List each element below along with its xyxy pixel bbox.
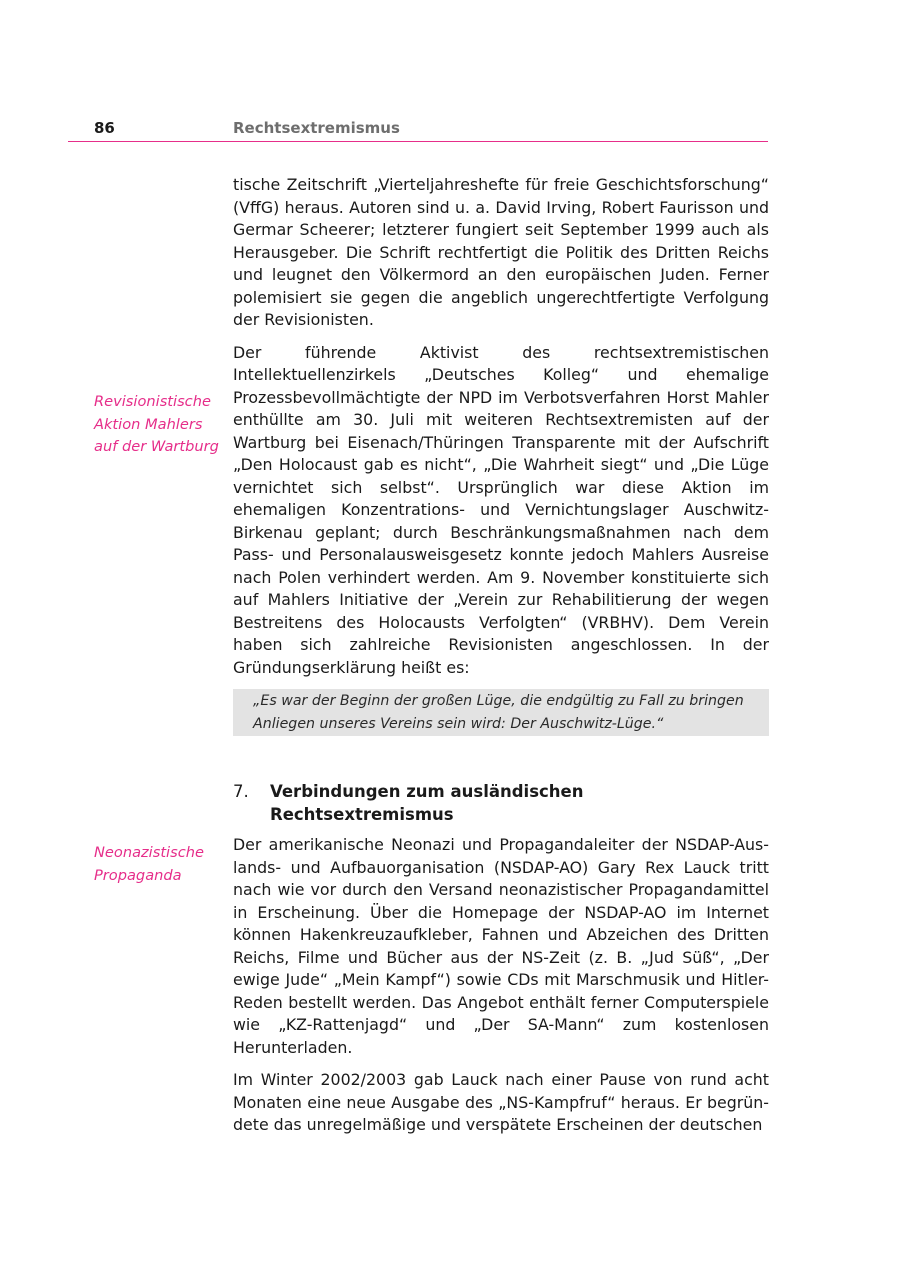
page-header — [68, 117, 768, 142]
margin-note-line: Neonazistische — [94, 844, 204, 861]
section-number: 7. — [233, 782, 249, 801]
body-paragraph: tische Zeitschrift „Vierteljahreshefte für freie Geschichtsforschung“ (VffG) heraus. Autoren sind u. a. David Irving, Robert Faurisson und Germar Scheerer; letzterer fungiert seit September 1999 auch als Herausgeber. Die Schrift rechtfertigt die Politik des Dritten Reichs und leugnet den Völkermord an den europäischen Juden. Ferner polemisiert sie gegen die angeblich ungerechtfertigte Verfolgung der Revisionisten. — [233, 175, 769, 329]
section-heading — [233, 781, 769, 826]
body-paragraph: Der führende Aktivist des rechtsextremistischen Intellektuellenzirkels „Deutsches Kolleg“ und ehemalige Prozessbevollmächtigte der NPD im Verbotsverfahren Horst Mahler enthüllte am 30. Juli mit weiteren Rechtsextremisten auf der Wartburg bei Eisenach/Thüringen Transparente mit der Aufschrift „Den Holocaust gab es nicht“, „Die Wahrheit siegt“ und „Die Lüge vernichtet sich selbst“. Ursprünglich war diese Aktion im ehemaligen Konzentrations- und Vernichtungslager Auschwitz-Birkenau geplant; durch Beschränkungsmaßnahmen nach dem Pass- und Personalausweisgesetz konnte jedoch Mahlers Ausreise nach Polen verhindert werden. Am 9. November konstituierte sich auf Mahlers Initiative der „Verein zur Rehabilitierung der wegen Bestreitens des Holocausts Verfolgten“ (VRBHV). Dem Verein haben sich zahlreiche Revisionisten angeschlossen. In der Gründungserklärung heißt es: — [233, 342, 769, 677]
section-title: Verbindungen zum ausländischen Rechtsextremismus — [270, 782, 584, 824]
body-paragraph: Im Winter 2002/2003 gab Lauck nach einer Pause von rund acht Monaten eine neue Ausgabe des „NS-Kampfruf“ heraus. Er begründete das unregelmäßige und verspätete Erscheinen der deutschen — [233, 1070, 769, 1134]
main-text-column — [233, 174, 769, 1147]
running-title: Rechtsextremismus — [233, 119, 400, 137]
margin-note-line: Revisionistische — [94, 393, 211, 410]
margin-note-propaganda — [94, 842, 229, 887]
block-quote: „Es war der Beginn der großen Lüge, die endgültig zu Fall zu bringen Anliegen unseres Vereins sein wird: Der Auschwitz-Lüge.“ — [233, 689, 769, 736]
page-number: 86 — [94, 119, 115, 137]
margin-note-wartburg — [94, 391, 229, 459]
margin-note-line: Propaganda — [94, 866, 182, 884]
margin-note-line: Aktion Mahlers — [94, 415, 203, 433]
margin-note-line: auf der Wartburg — [94, 438, 219, 455]
body-paragraph: Der amerikanische Neonazi und Propagandaleiter der NSDAP-Auslands- und Aufbauorganisation (NSDAP-AO) Gary Rex Lauck tritt nach wie vor durch den Versand neonazistischer Propagandamittel in Erscheinung. Über die Homepage der NSDAP-AO im Internet können Hakenkreuzaufkleber, Fahnen und Abzeichen des Dritten Reichs, Filme und Bücher aus der NS-Zeit (z. B. „Jud Süß“, „Der ewige Jude“ „Mein Kampf“) sowie CDs mit Marschmusik und Hitler-Reden bestellt werden. Das Angebot enthält ferner Computerspiele wie „KZ-Rattenjagd“ und „Der SA-Mann“ zum kostenlosen Herunterladen. — [233, 835, 769, 1057]
